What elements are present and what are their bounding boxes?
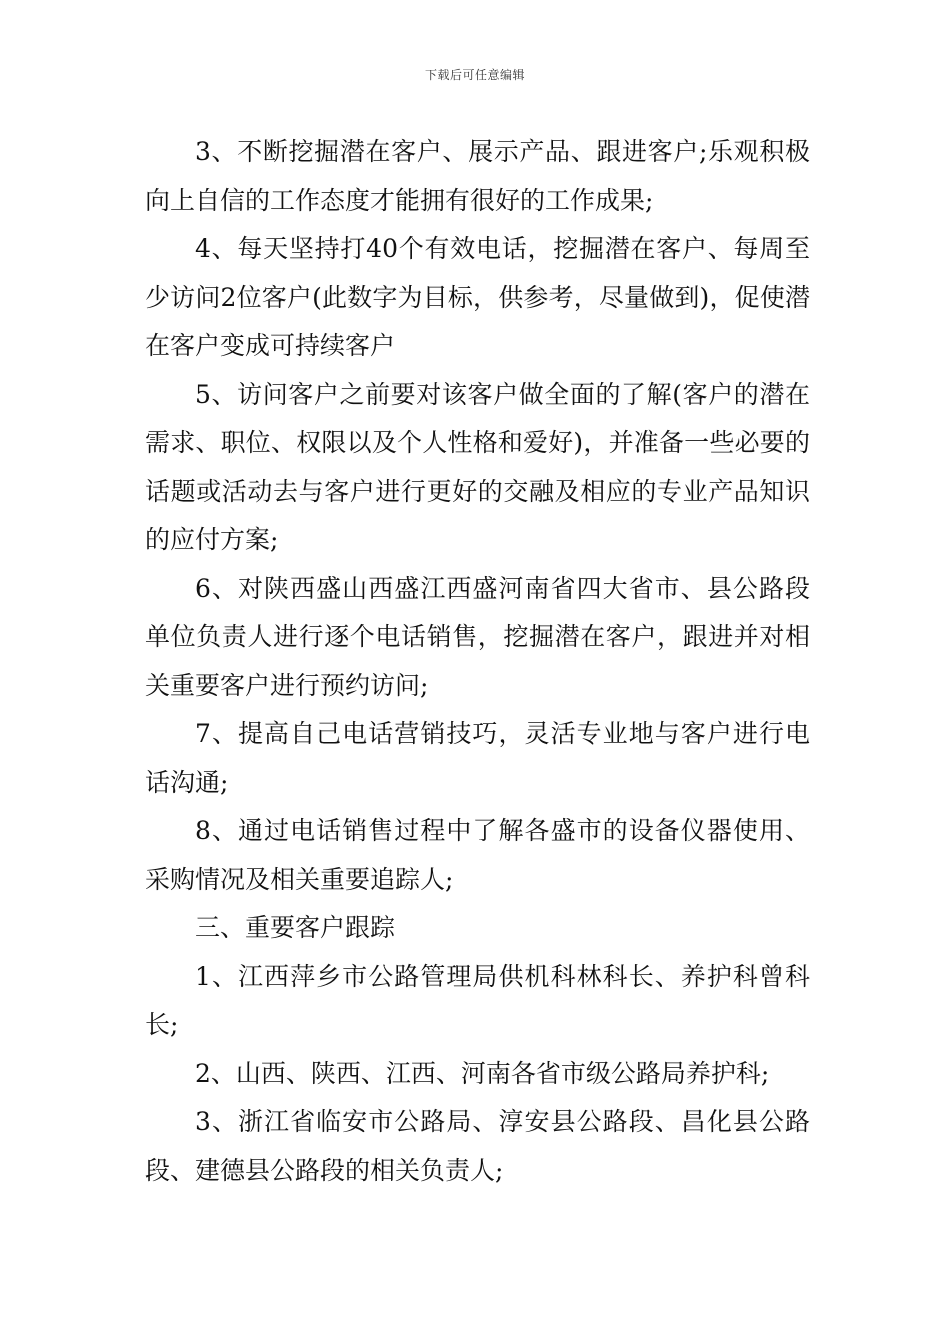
- paragraph-item-6: 6、对陕西盛山西盛江西盛河南省四大省市、县公路段单位负责人进行逐个电话销售，挖掘潜在客户，跟进并对相关重要客户进行预约访问;: [145, 573, 810, 700]
- paragraph-item-5: 5、访问客户之前要对该客户做全面的了解(客户的潜在需求、职位、权限以及个人性格和爱好)，并准备一些必要的话题或活动去与客户进行更好的交融及相应的专业产品知识的应付方案;: [145, 379, 810, 554]
- paragraph-item-7: 7、提高自己电话营销技巧，灵活专业地与客户进行电话沟通;: [145, 719, 810, 797]
- document-body: [145, 128, 810, 1195]
- paragraph-item-8: 8、通过电话销售过程中了解各盛市的设备仪器使用、采购情况及相关重要追踪人;: [145, 816, 810, 894]
- header-note: 下载后可任意编辑: [424, 68, 525, 82]
- paragraph-item-4: 4、每天坚持打40个有效电话，挖掘潜在客户、每周至少访问2位客户(此数字为目标，供参考，尽量做到)，促使潜在客户变成可持续客户: [145, 234, 810, 360]
- paragraph-item-3: 3、不断挖掘潜在客户、展示产品、跟进客户;乐观积极向上自信的工作态度才能拥有很好的工作成果;: [145, 137, 810, 215]
- client-item-3: 3、浙江省临安市公路局、淳安县公路段、昌化县公路段、建德县公路段的相关负责人;: [145, 1107, 810, 1185]
- client-item-2: 2、山西、陕西、江西、河南各省市级公路局养护科;: [195, 1058, 770, 1088]
- section-heading-key-clients: 三、重要客户跟踪: [195, 913, 396, 942]
- client-item-1: 1、江西萍乡市公路管理局供机科林科长、养护科曾科长;: [145, 961, 810, 1039]
